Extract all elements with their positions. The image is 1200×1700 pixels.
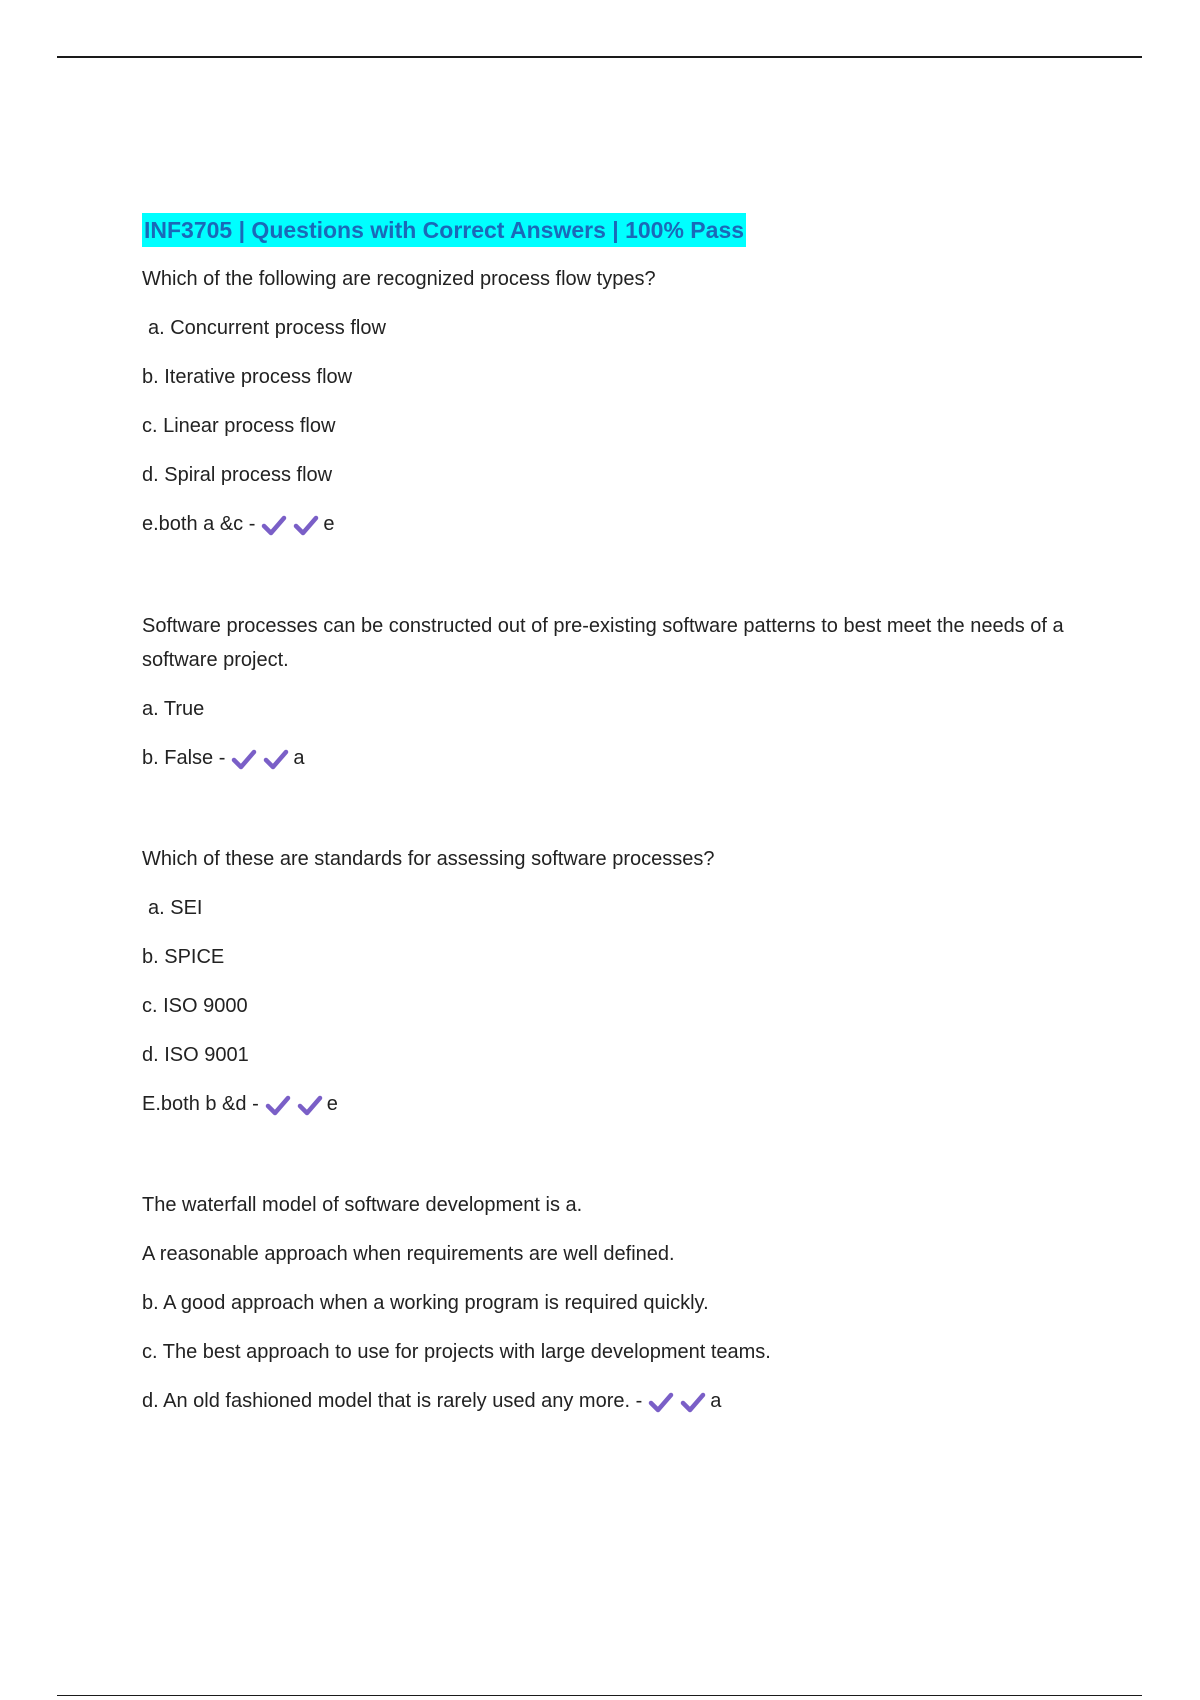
option-a: A reasonable approach when requirements are well defined. (142, 1243, 675, 1265)
answer-row (142, 1385, 1072, 1418)
option-a: a. True (142, 698, 205, 720)
question-prompt: The waterfall model of software development is a. (142, 1194, 583, 1216)
checkmark-icon (263, 748, 289, 770)
option-d: d. ISO 9001 (142, 1044, 249, 1066)
option-e: E.both b &d - (142, 1093, 259, 1115)
option-a: a. SEI (148, 897, 203, 919)
question-prompt: Which of these are standards for assessing software processes? (142, 848, 715, 870)
option-e: e.both a &c - (142, 513, 256, 535)
option-c: c. ISO 9000 (142, 995, 248, 1017)
correct-answer: e (323, 513, 335, 535)
option-c: c. Linear process flow (142, 415, 336, 437)
correct-answer: a (710, 1390, 722, 1412)
option-b: b. A good approach when a working program is required quickly. (142, 1292, 709, 1314)
question-prompt: Which of the following are recognized process flow types? (142, 268, 656, 290)
document-body (142, 213, 1072, 1486)
question-block-3 (142, 843, 1072, 1121)
checkmark-icon (648, 1391, 674, 1413)
checkmark-icon (293, 514, 319, 536)
question-block-1 (142, 263, 1072, 541)
question-block-4 (142, 1189, 1072, 1418)
option-d: d. Spiral process flow (142, 464, 333, 486)
checkmark-icon (265, 1094, 291, 1116)
option-d: d. An old fashioned model that is rarely used any more. - (142, 1390, 643, 1412)
answer-row (142, 1088, 1072, 1121)
checkmark-icon (297, 1094, 323, 1116)
answer-row (142, 508, 1072, 541)
footer-rule (57, 1695, 1142, 1696)
question-prompt: Software processes can be constructed out of pre-existing software patterns to best meet the needs of a software project. (142, 615, 1064, 671)
checkmark-icon (231, 748, 257, 770)
correct-answer: e (326, 1093, 338, 1115)
question-block-2 (142, 609, 1072, 775)
correct-answer: a (293, 747, 305, 769)
header-rule (57, 56, 1142, 58)
checkmark-icon (261, 514, 287, 536)
option-b: b. SPICE (142, 946, 225, 968)
answer-row (142, 742, 1072, 775)
option-b: b. False - (142, 747, 226, 769)
checkmark-icon (680, 1391, 706, 1413)
document-title: INF3705 | Questions with Correct Answers | 100% Pass (142, 213, 746, 247)
option-c: c. The best approach to use for projects with large development teams. (142, 1341, 771, 1363)
option-a: a. Concurrent process flow (148, 317, 386, 339)
option-b: b. Iterative process flow (142, 366, 353, 388)
